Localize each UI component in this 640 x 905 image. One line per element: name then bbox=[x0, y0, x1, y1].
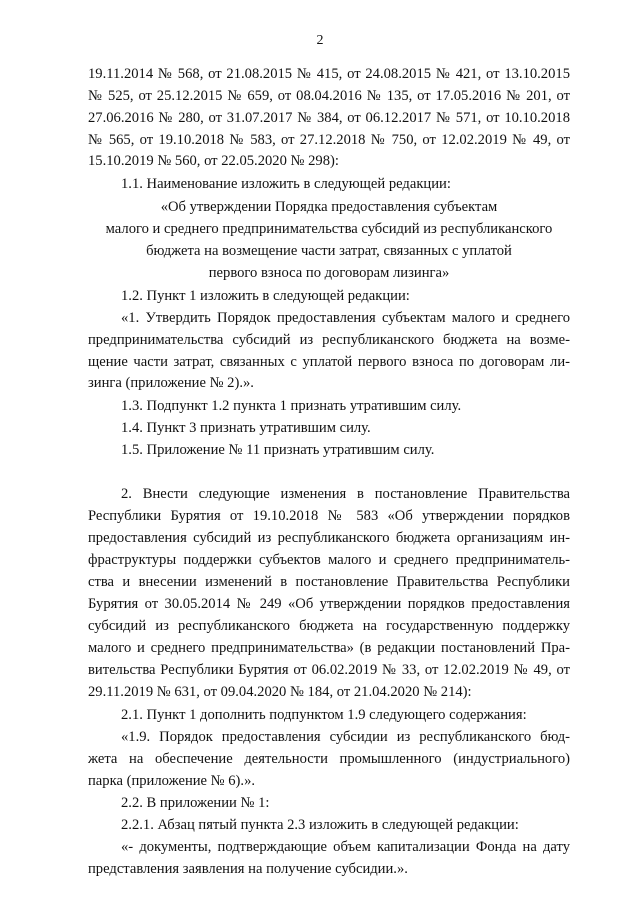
text-line: № 525, от 25.12.2015 № 659, от 08.04.2016 № 135, от 17.05.2016 № 201, от bbox=[88, 88, 570, 104]
text-line: 27.06.2016 № 280, от 31.07.2017 № 384, от 06.12.2017 № 571, от 10.10.2018 bbox=[88, 110, 570, 126]
text-line: 2. Внести следующие изменения в постановление Правительства bbox=[121, 486, 570, 502]
text-line: Республики Бурятия от 19.10.2018 № 583 «Об утверждении порядков bbox=[88, 508, 570, 524]
heading-line: «Об утверждении Порядка предоставления субъектам bbox=[160, 199, 498, 215]
text-line: жета на обеспечение деятельности промышленного (индустриального) bbox=[88, 751, 570, 767]
heading-line: бюджета на возмещение части затрат, связанных с уплатой bbox=[146, 243, 512, 259]
text-line: представления заявления на получение субсидии.». bbox=[88, 861, 408, 877]
text-line: 1.3. Подпункт 1.2 пункта 1 признать утратившим силу. bbox=[121, 398, 462, 414]
text-line: предоставления субсидий из республиканского бюджета организациям ин- bbox=[88, 530, 570, 546]
text-line: № 565, от 19.10.2018 № 583, от 27.12.2018 № 750, от 12.02.2019 № 49, от bbox=[88, 132, 570, 148]
text-line: Бурятия от 30.05.2014 № 249 «Об утверждении порядков предоставления bbox=[88, 596, 570, 612]
text-line: вительства Республики Бурятия от 06.02.2019 № 33, от 12.02.2019 № 49, от bbox=[88, 662, 570, 678]
text-line: 2.2.1. Абзац пятый пункта 2.3 изложить в следующей редакции: bbox=[121, 817, 519, 833]
text-line: 29.11.2019 № 631, от 09.04.2020 № 184, от 21.04.2020 № 214): bbox=[88, 684, 472, 700]
heading-line: малого и среднего предпринимательства субсидий из республиканского bbox=[105, 221, 553, 237]
text-line: 2.1. Пункт 1 дополнить подпунктом 1.9 следующего содержания: bbox=[121, 707, 527, 723]
text-line: щение части затрат, связанных с уплатой первого взноса по договорам ли- bbox=[88, 354, 570, 370]
text-line: «1.9. Порядок предоставления субсидии из республиканского бюд- bbox=[121, 729, 570, 745]
text-line: «- документы, подтверждающие объем капитализации Фонда на дату bbox=[121, 839, 570, 855]
text-line: предпринимательства субсидий из республиканского бюджета на возме- bbox=[88, 332, 570, 348]
text-line: 1.1. Наименование изложить в следующей редакции: bbox=[121, 176, 451, 192]
text-line: 19.11.2014 № 568, от 21.08.2015 № 415, от 24.08.2015 № 421, от 13.10.2015 bbox=[88, 66, 570, 82]
page-number: 2 bbox=[316, 33, 324, 48]
text-line: субсидий из республиканского бюджета на государственную поддержку bbox=[88, 618, 570, 634]
text-line: зинга (приложение № 2).». bbox=[88, 375, 254, 391]
text-line: 1.2. Пункт 1 изложить в следующей редакции: bbox=[121, 288, 410, 304]
text-line: «1. Утвердить Порядок предоставления субъектам малого и среднего bbox=[121, 310, 570, 326]
text-line: ства и внесении изменений в постановление Правительства Республики bbox=[88, 574, 570, 590]
text-line: парка (приложение № 6).». bbox=[88, 773, 256, 789]
text-line: 1.4. Пункт 3 признать утратившим силу. bbox=[121, 420, 371, 436]
text-line: малого и среднего предпринимательства» (в редакции постановлений Пра- bbox=[88, 640, 570, 656]
text-line: 15.10.2019 № 560, от 22.05.2020 № 298): bbox=[88, 153, 339, 169]
text-line: 2.2. В приложении № 1: bbox=[121, 795, 270, 811]
heading-line: первого взноса по договорам лизинга» bbox=[208, 265, 450, 281]
text-line: 1.5. Приложение № 11 признать утратившим силу. bbox=[121, 442, 435, 458]
text-line: фраструктуры поддержки субъектов малого и среднего предприниматель- bbox=[88, 552, 570, 568]
